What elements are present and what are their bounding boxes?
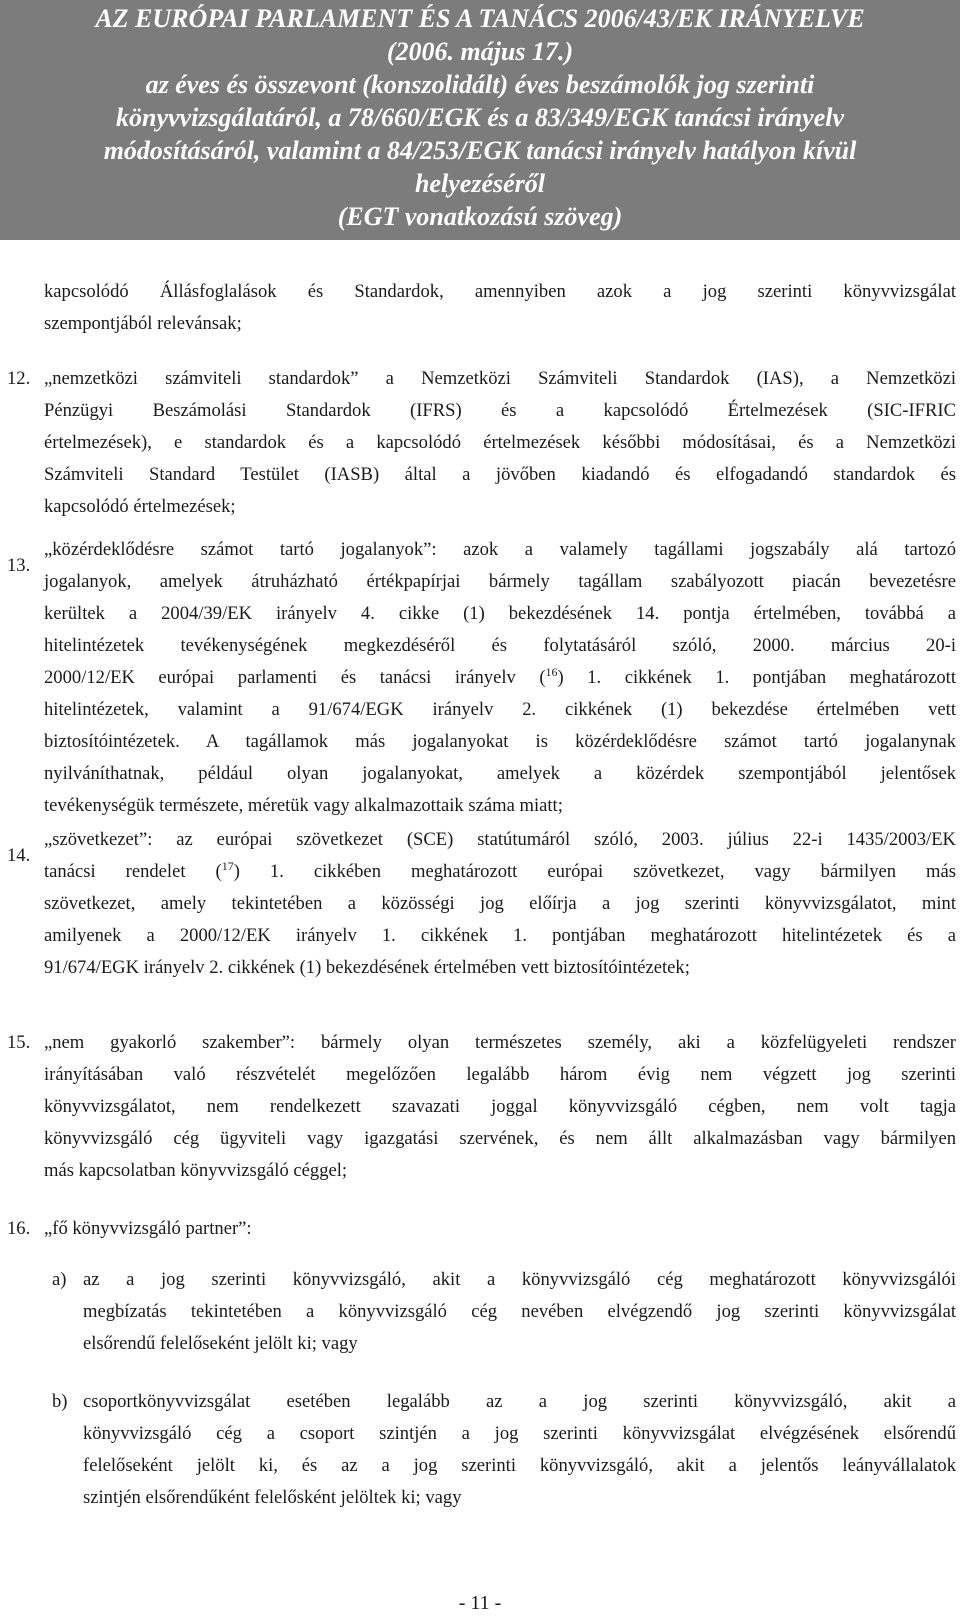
text-line: elsőrendű felelőseként jelölt ki; vagy (83, 1333, 358, 1354)
text-line: jogalanyok, amelyek átruházható értékpapírjai bármely tagállam szabályozott piacán bevezetésre (44, 571, 956, 592)
text-line: „szövetkezet”: az európai szövetkezet (SCE) statútumáról szóló, 2003. július 22-i 1435/2003/EK (44, 829, 956, 850)
text-line: Pénzügyi Beszámolási Standardok (IFRS) és a kapcsolódó Értelmezések (SIC-IFRIC (44, 400, 956, 421)
text-line: könyvvizsgáló cég ügyviteli vagy igazgatási szervének, és nem állt alkalmazásban vagy bármilyen (44, 1128, 956, 1149)
text-line: „nem gyakorló szakember”: bármely olyan természetes személy, aki a közfelügyeleti rendszer (44, 1032, 956, 1053)
text-line: felelőseként jelölt ki, és az a jog szerinti könyvvizsgáló, akit a jelentős leányvállalatok (83, 1455, 956, 1476)
text-line: kerültek a 2004/39/EK irányelv 4. cikke (1) bekezdésének 14. pontja értelmében, továbbá a (44, 603, 956, 624)
text-line: szövetkezet, amely tekintetében a közösségi jog előírja a jog szerinti könyvvizsgálatot, mint (44, 893, 956, 914)
text-line: csoportkönyvvizsgálat esetében legalább az a jog szerinti könyvvizsgáló, akit a (83, 1391, 956, 1412)
text-segment: ) 1. cikkének 1. pontjában meghatározott (557, 667, 956, 688)
definition-item-13 (44, 534, 956, 822)
text-line: az a jog szerinti könyvvizsgáló, akit a könyvvizsgáló cég meghatározott könyvvizsgálói (83, 1269, 956, 1290)
sub-item-letter: a) (52, 1269, 67, 1290)
intro-paragraph (44, 276, 956, 340)
title-line: helyezéséről (415, 169, 545, 198)
document-title-banner (0, 0, 960, 240)
footnote-reference[interactable]: 17 (221, 858, 234, 873)
text-line: Számviteli Standard Testület (IASB) által a jövőben kiadandó és elfogadandó standardok és (44, 464, 956, 485)
text-line: könyvvizsgálatot, nem rendelkezett szavazati joggal könyvvizsgáló cégben, nem volt tagja (44, 1096, 956, 1117)
page-number: - 11 - (458, 1592, 502, 1614)
footnote-reference[interactable]: 16 (545, 664, 558, 679)
text-line: megbízatás tekintetében a könyvvizsgáló cég nevében elvégzendő jog szerinti könyvvizsgálat (83, 1301, 956, 1322)
text-line: 91/674/EGK irányelv 2. cikkének (1) bekezdésének értelmében vett biztosítóintézetek; (44, 957, 690, 978)
definition-item-14 (44, 824, 956, 984)
definition-item-12 (44, 363, 956, 523)
text-line: hitelintézetek tevékenységének megkezdéséről és folytatásáról szóló, 2000. március 20-i (44, 635, 956, 656)
sub-item-letter: b) (52, 1391, 68, 1412)
text-line: amilyenek a 2000/12/EK irányelv 1. cikkének 1. pontjában meghatározott hitelintézetek és a (44, 925, 956, 946)
text-line (44, 856, 956, 888)
text-line: irányításában való részvételét megelőzően legalább három évig nem végzett jog szerinti (44, 1064, 956, 1085)
title-line: könyvvizsgálatáról, a 78/660/EGK és a 83/349/EGK tanácsi irányelv (115, 103, 844, 132)
text-line: „fő könyvvizsgáló partner”: (44, 1218, 252, 1239)
text-line: „nemzetközi számviteli standardok” a Nemzetközi Számviteli Standardok (IAS), a Nemzetközi (44, 368, 956, 389)
title-line: az éves és összevont (konszolidált) éves beszámolók jog szerinti (145, 70, 815, 99)
text-line: értelmezések), e standardok és a kapcsolódó értelmezések későbbi módosításai, és a Nemzetközi (44, 432, 956, 453)
text-line: tevékenységük természete, méretük vagy alkalmazottaik száma miatt; (44, 795, 563, 816)
text-line: szempontjából relevánsak; (44, 313, 242, 334)
title-line: módosításáról, valamint a 84/253/EGK tanácsi irányelv hatályon kívül (103, 136, 857, 165)
item-number: 13. (7, 555, 31, 576)
title-line: (EGT vonatkozású szöveg) (337, 202, 623, 231)
title-line: (2006. május 17.) (386, 37, 574, 66)
text-line: könyvvizsgáló cég a csoport szintjén a jog szerinti könyvvizsgálat elvégzésének elsőrendű (83, 1423, 956, 1444)
text-line: kapcsolódó értelmezések; (44, 496, 236, 517)
text-segment: tanácsi rendelet ( (44, 861, 222, 882)
item-number: 14. (7, 845, 31, 866)
sub-item-b (83, 1386, 956, 1514)
item-number: 16. (7, 1218, 31, 1239)
text-line: szintjén elsőrendűként felelősként jelöltek ki; vagy (83, 1487, 462, 1508)
item-number: 15. (7, 1032, 31, 1053)
text-line: kapcsolódó Állásfoglalások és Standardok, amennyiben azok a jog szerinti könyvvizsgálat (44, 281, 956, 302)
sub-item-a (83, 1264, 956, 1360)
definition-item-16 (44, 1213, 956, 1245)
text-line (44, 662, 956, 694)
text-segment: ) 1. cikkében meghatározott európai szövetkezet, vagy bármilyen más (233, 861, 956, 882)
text-line: más kapcsolatban könyvvizsgáló céggel; (44, 1160, 348, 1181)
text-line: „közérdeklődésre számot tartó jogalanyok”: azok a valamely tagállami jogszabály alá tartozó (44, 539, 956, 560)
text-line: hitelintézetek, valamint a 91/674/EGK irányelv 2. cikkének (1) bekezdése értelmében vett (44, 699, 956, 720)
definition-item-15 (44, 1027, 956, 1187)
text-segment: 2000/12/EK európai parlamenti és tanácsi irányelv ( (44, 667, 546, 688)
text-line: nyilváníthatnak, például olyan jogalanyokat, amelyek a közérdek szempontjából jelentősek (44, 763, 956, 784)
item-number: 12. (7, 368, 31, 389)
text-line: biztosítóintézetek. A tagállamok más jogalanyokat is közérdeklődésre számot tartó jogalanynak (44, 731, 956, 752)
title-line: AZ EURÓPAI PARLAMENT ÉS A TANÁCS 2006/43/EK IRÁNYELVE (95, 4, 865, 33)
